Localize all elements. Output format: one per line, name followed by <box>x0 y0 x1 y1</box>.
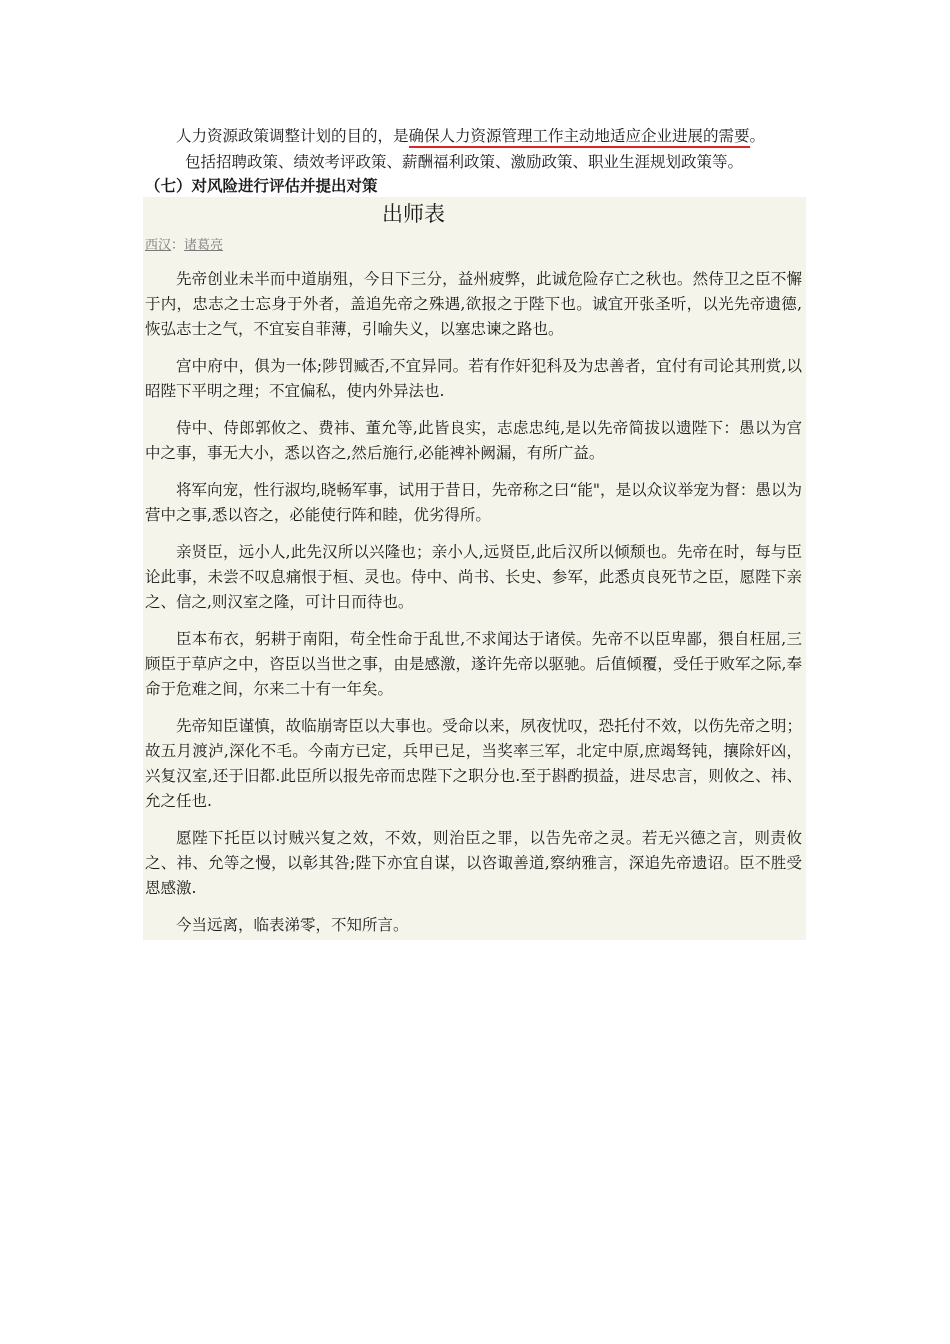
intro-line-1-suffix: 。 <box>749 127 766 145</box>
article-box <box>143 197 806 940</box>
intro-highlighted-phrase: 确保人力资源管理工作主动地适应企业进展的需要 <box>409 127 750 148</box>
dynasty-link[interactable]: 西汉 <box>145 238 172 253</box>
author-link[interactable]: 诸葛亮 <box>184 238 224 253</box>
article-paragraph-1: 先帝创业未半而中道崩殂，今日下三分，益州疲弊，此诚危险存亡之秋也。然侍卫之臣不懈于内，忠志之士忘身于外者，盖追先帝之殊遇,欲报之于陛下也。诚宜开张圣听，以光先帝遗德,恢弘志士之气，不宜妄自菲薄，引喻失义，以塞忠谏之路也。 <box>145 270 802 338</box>
article-paragraph-7: 先帝知臣谨慎，故临崩寄臣以大事也。受命以来，夙夜忧叹，恐托付不效，以伤先帝之明；故五月渡泸,深化不毛。今南方已定，兵甲已足，当奖率三军，北定中原,庶竭驽钝，攘除奸凶，兴复汉室,还于旧都.此臣所以报先帝而忠陛下之职分也.至于斟酌损益，进尽忠言，则攸之、祎、允之任也. <box>145 717 802 810</box>
intro-line-2: 包括招聘政策、绩效考评政策、薪酬福利政策、激励政策、职业生涯规划政策等。 <box>185 153 744 171</box>
article-paragraph-9: 今当远离，临表涕零，不知所言。 <box>176 916 409 934</box>
byline-separator: ： <box>171 238 185 253</box>
article-paragraph-8: 愿陛下托臣以讨贼兴复之效，不效，则治臣之罪，以告先帝之灵。若无兴德之言，则责攸之、祎、允等之慢，以彰其咎;陛下亦宜自谋，以咨诹善道,察纳雅言，深追先帝遗诏。臣不胜受恩感激. <box>145 829 802 897</box>
article-paragraph-3: 侍中、侍郎郭攸之、费祎、董允等,此皆良实，志虑忠纯,是以先帝简拔以遗陛下：愚以为宫中之事，事无大小，悉以咨之,然后施行,必能裨补阙漏，有所广益。 <box>145 419 802 462</box>
article-byline <box>145 237 802 255</box>
article-paragraph-5: 亲贤臣，远小人,此先汉所以兴隆也；亲小人,远贤臣,此后汉所以倾颓也。先帝在时，每与臣论此事，未尝不叹息痛恨于桓、灵也。侍中、尚书、长史、参军，此悉贞良死节之臣，愿陛下亲之、信之,则汉室之隆，可计日而待也。 <box>145 543 802 611</box>
article-title: 出师表 <box>382 202 445 226</box>
intro-line-1-prefix: 人力资源政策调整计划的目的，是 <box>176 127 409 145</box>
article-paragraph-6: 臣本布衣，躬耕于南阳，苟全性命于乱世,不求闻达于诸侯。先帝不以臣卑鄙，猥自枉屈,三顾臣于草庐之中，咨臣以当世之事，由是感激，遂许先帝以驱驰。后值倾覆，受任于败军之际,奉命于危难之间，尔来二十有一年矣。 <box>145 630 802 698</box>
article-paragraph-2: 宫中府中，俱为一体;陟罚臧否,不宜异同。若有作奸犯科及为忠善者，宜付有司论其刑赏,以昭陛下平明之理；不宜偏私，使内外异法也. <box>145 357 802 400</box>
intro-line-1 <box>176 126 765 146</box>
article-paragraph-4: 将军向宠，性行淑均,晓畅军事，试用于昔日，先帝称之曰“能"，是以众议举宠为督：愚以为营中之事,悉以咨之，必能使行阵和睦，优劣得所。 <box>145 481 802 524</box>
section-heading: （七）对风险进行评估并提出对策 <box>145 177 378 195</box>
